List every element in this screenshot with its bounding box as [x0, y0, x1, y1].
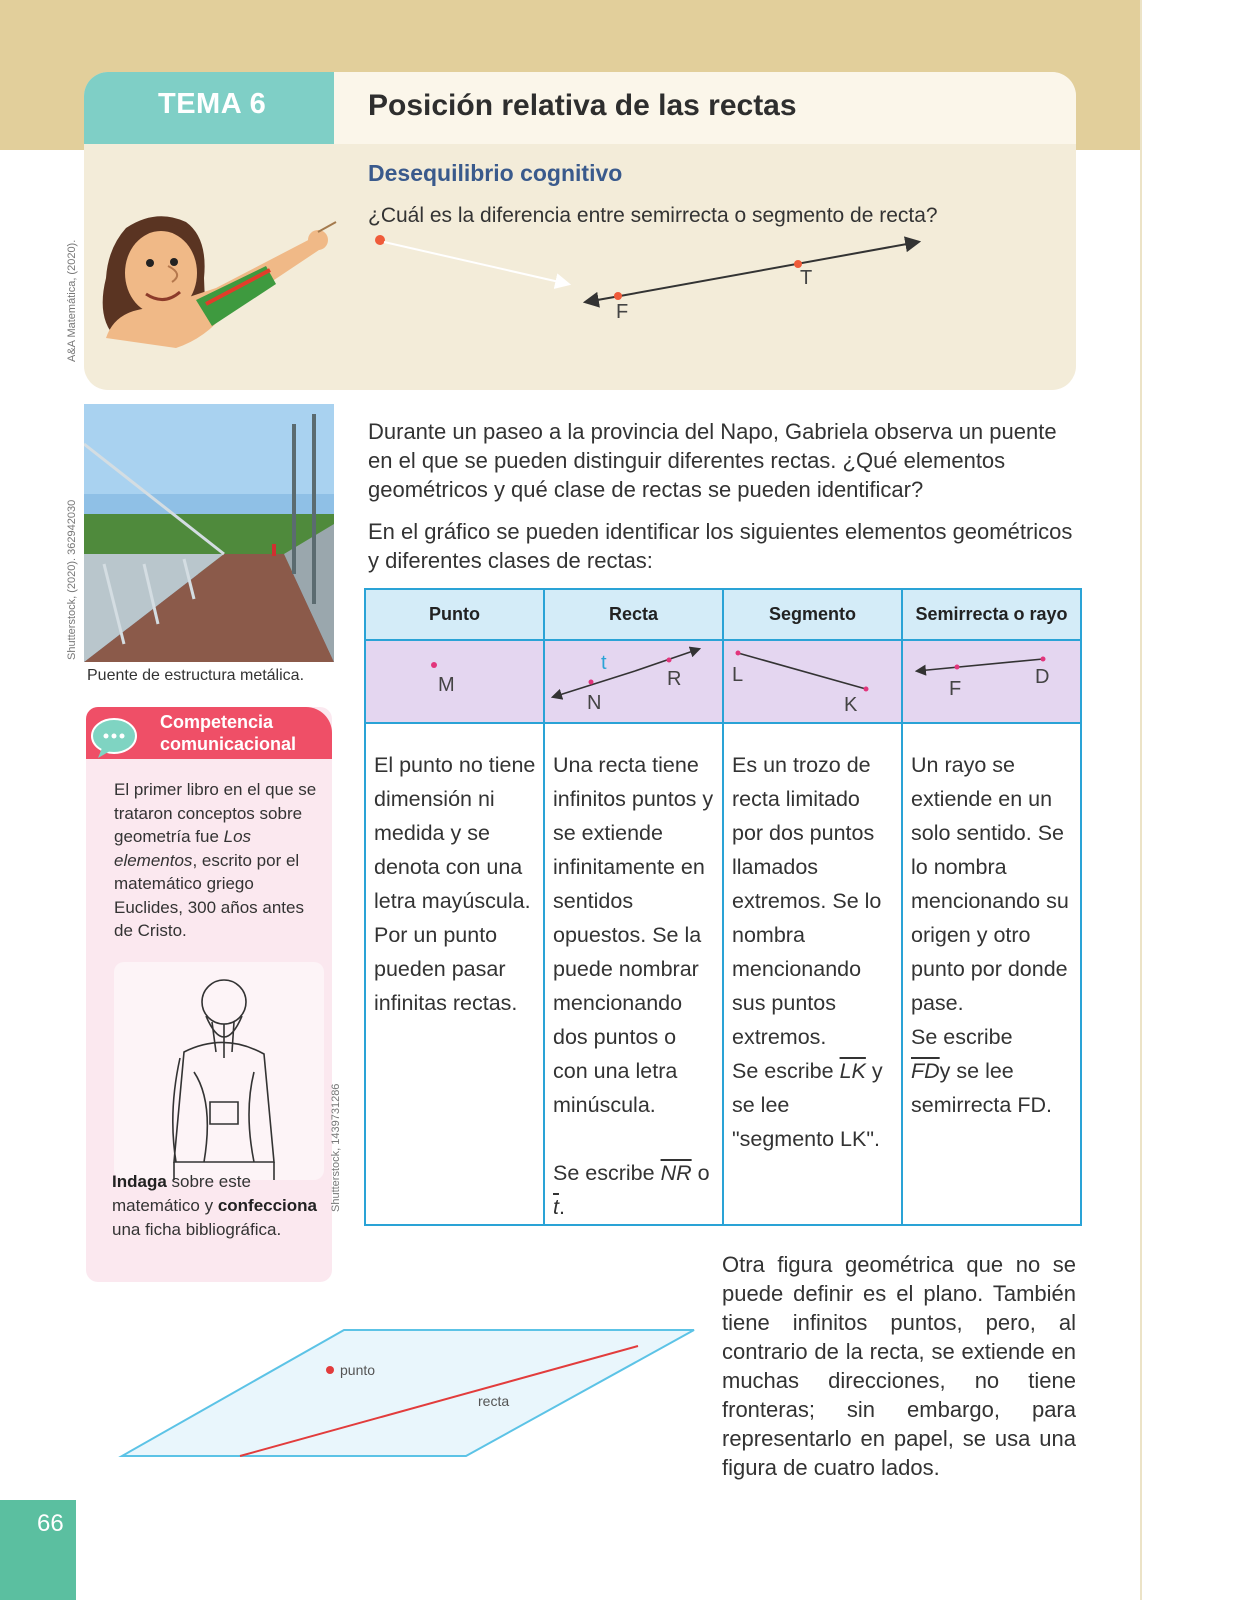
euclid-illustration	[114, 962, 324, 1180]
photo-credit: Shutterstock, (2020). 362942030	[66, 499, 78, 660]
desc-segmento: Es un trozo de recta limitado por dos puntos llamados extremos. Se lo nombra mencionando sus puntos extremos. Se escribe $\overline{LK}$ y se lee "segmento LK".	[723, 723, 902, 1225]
intro-paragraph-2: En el gráfico se pueden identificar los siguientes elementos geométricos y diferentes clases de rectas:	[368, 519, 1073, 573]
plane-label-punto: punto	[340, 1362, 376, 1378]
label-r: R	[667, 668, 682, 690]
fig-recta	[544, 640, 723, 723]
competencia-text: El primer libro en el que se trataron conceptos sobre geometría fue Los elementos, escrito por el matemático griego Euclides, 300 años antes de Cristo.	[114, 780, 317, 940]
header-diagram	[370, 226, 930, 326]
right-margin	[1140, 0, 1236, 1600]
photo-caption: Puente de estructura metálica.	[87, 667, 305, 684]
desc-punto: El punto no tiene dimensión ni medida y se denota con una letra mayúscula. Por un punto pueden pasar infinitas rectas.	[365, 723, 544, 1225]
plane-paragraph: Otra figura geométrica que no se puede definir es el plano. También tiene infinitos puntos, pero, al contrario de la recta, se extiende en muchas direcciones, no tiene fronteras; sin embargo, para representarlo en papel, se usa una figura de cuatro lados.	[722, 1252, 1076, 1480]
fig-segmento	[723, 640, 902, 723]
fig-semirrecta	[902, 640, 1081, 723]
title-bar	[334, 72, 1076, 144]
tema-tab	[84, 72, 334, 144]
label-k: K	[844, 694, 858, 716]
competencia-title: Competencia comunicacional	[160, 712, 297, 754]
page-number: 66	[37, 1510, 64, 1537]
girl-illustration	[86, 208, 376, 358]
diagram-label-t: T	[800, 267, 813, 289]
symbol-fd: $\overline{FD}$	[911, 1059, 940, 1083]
label-n: N	[587, 692, 602, 714]
illustration-credit: A&A Matemática, (2020).	[66, 239, 78, 362]
euclid-credit: Shutterstock, 1439731286	[330, 1083, 342, 1212]
right-margin-line	[1140, 0, 1142, 1600]
tema-label: TEMA 6	[158, 88, 267, 120]
geometry-table	[364, 588, 1082, 1226]
header-semirrecta: Semirrecta o rayo	[902, 589, 1081, 640]
bridge-photo	[84, 404, 334, 662]
page-title: Posición relativa de las rectas	[368, 89, 797, 122]
header-recta: Recta	[544, 589, 723, 640]
symbol-nr: $\overline{NR}$	[660, 1161, 692, 1185]
symbol-t: $\overline{t}$	[553, 1195, 559, 1219]
desc-semirrecta: Un rayo se extiende en un solo sentido. Se lo nombra mencionando su origen y otro punto por donde pase. Se escribe $\overline{FD}y$ se lee semirrecta FD.	[902, 723, 1081, 1225]
fig-punto	[365, 640, 544, 723]
label-t: t	[601, 652, 607, 674]
speech-bubble-icon	[88, 716, 140, 760]
diagram-label-f: F	[616, 301, 629, 323]
plane-label-recta: recta	[478, 1393, 510, 1409]
symbol-lk: $\overline{LK}$	[839, 1059, 866, 1083]
label-f: F	[949, 678, 962, 700]
label-l: L	[732, 664, 744, 686]
label-m: M	[438, 674, 455, 696]
indaga-text: Indaga sobre este matemático y confecciona una ficha bibliográfica.	[112, 1172, 318, 1239]
label-d: D	[1035, 666, 1050, 688]
page-number-tab	[0, 1500, 76, 1600]
header-punto: Punto	[365, 589, 544, 640]
plane-diagram	[118, 1328, 698, 1458]
section-subtitle: Desequilibrio cognitivo	[368, 160, 623, 186]
cognitive-question: ¿Cuál es la diferencia entre semirrecta o segmento de recta?	[368, 204, 938, 227]
desc-recta: Una recta tiene infinitos puntos y se extiende infinitamente en sentidos opuestos. Se la puede nombrar mencionando dos puntos o con una letra minúscula. Se escribe $\overline{NR}$ o $\overline{t}$.	[544, 723, 723, 1225]
intro-paragraph-1: Durante un paseo a la provincia del Napo, Gabriela observa un puente en el que se pueden distinguir diferentes rectas. ¿Qué elementos geométricos y qué clase de rectas se pueden identificar?	[368, 419, 1057, 502]
header-segmento: Segmento	[723, 589, 902, 640]
